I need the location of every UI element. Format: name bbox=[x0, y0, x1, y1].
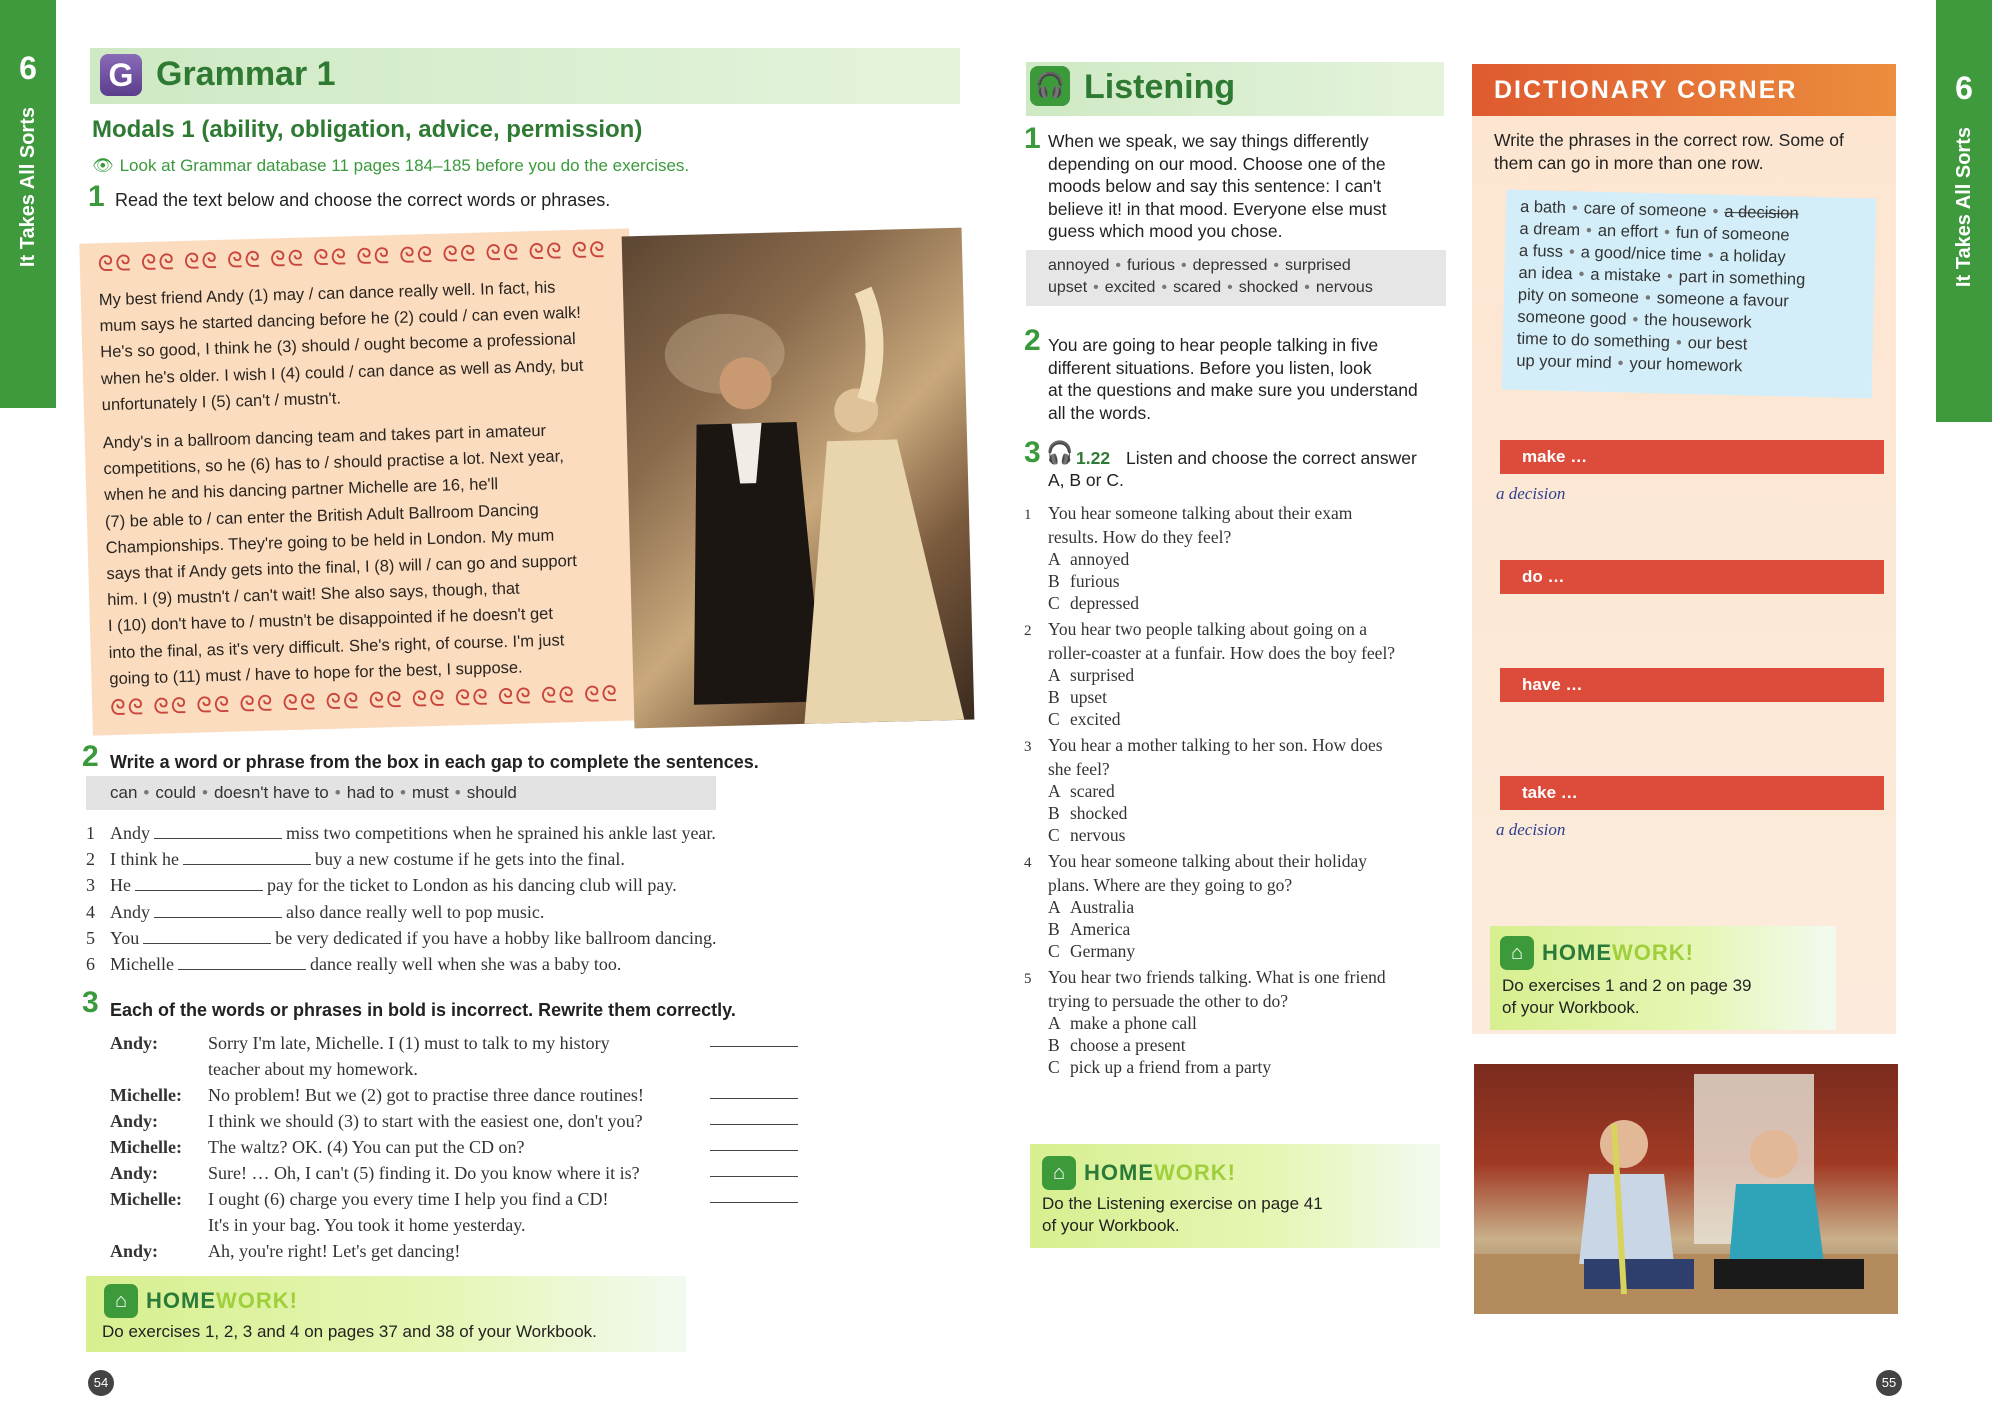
mood-word: annoyed bbox=[1048, 257, 1110, 274]
homework-title: HOMEWORK! bbox=[146, 1288, 298, 1313]
question-text: You hear a mother talking to her son. How does bbox=[1048, 735, 1383, 755]
homework-icon: ⌂ bbox=[1042, 1156, 1076, 1190]
phrase: the housework bbox=[1644, 310, 1752, 332]
reading-line: My best friend Andy (1) may / can dance really well. In fact, his bbox=[98, 278, 556, 310]
decorative-swirls-bottom: ᘓᘓ ᘓᘓ ᘓᘓ ᘓᘓ ᘓᘓ ᘓᘓ ᘓᘓ ᘓᘓ ᘓᘓ ᘓᘓ ᘓᘓ ᘓᘓ bbox=[109, 680, 620, 721]
answer-option[interactable] bbox=[1024, 780, 1444, 802]
dictionary-row-answer[interactable]: a decision bbox=[1496, 484, 1566, 503]
speaker: Andy: bbox=[110, 1033, 159, 1053]
ex2-sentence bbox=[86, 846, 806, 872]
grammar-subtitle: Modals 1 (ability, obligation, advice, permission) bbox=[92, 116, 643, 143]
phrase: an idea bbox=[1518, 263, 1573, 284]
option-letter: B bbox=[1048, 803, 1060, 823]
dictionary-phrase-list bbox=[1502, 190, 1877, 399]
reading-line: unfortunately I (5) can't / mustn't. bbox=[101, 389, 342, 415]
option-letter: B bbox=[1048, 919, 1060, 939]
phrase: our best bbox=[1687, 333, 1748, 354]
reading-line: competitions, so he (6) has to / should practise a lot. Next year, bbox=[103, 447, 565, 479]
bullet-separator: • bbox=[1644, 288, 1651, 308]
question-text: You hear two people talking about going on a bbox=[1048, 619, 1368, 639]
dictionary-row-answer[interactable]: a decision bbox=[1496, 820, 1566, 839]
page-number-right: 55 bbox=[1876, 1370, 1902, 1396]
option-letter: A bbox=[1048, 549, 1061, 569]
mood-word: depressed bbox=[1192, 257, 1268, 274]
option-text: annoyed bbox=[1070, 549, 1130, 569]
sentence-start: Michelle bbox=[110, 954, 174, 975]
question-line bbox=[1024, 966, 1444, 990]
answer-option[interactable] bbox=[1024, 896, 1444, 918]
reading-text bbox=[98, 273, 629, 692]
answer-gap[interactable] bbox=[154, 903, 282, 918]
homework-icon: ⌂ bbox=[104, 1284, 138, 1318]
option-letter: B bbox=[1048, 1035, 1060, 1055]
question-line bbox=[1024, 526, 1444, 548]
option-text: make a phone call bbox=[1070, 1013, 1197, 1033]
answer-gap[interactable] bbox=[154, 824, 282, 839]
ex2-sentence bbox=[86, 820, 806, 846]
listening-ex1-text bbox=[1048, 130, 1448, 243]
answer-option[interactable] bbox=[1024, 570, 1444, 592]
dialogue-text: I think we should (3) to start with the easiest one, don't you? bbox=[208, 1111, 643, 1131]
bullet-separator: • bbox=[1585, 221, 1593, 240]
phrase: a dream bbox=[1519, 219, 1581, 240]
dialogue-line bbox=[110, 1108, 810, 1134]
listening-ex3-number: 3 bbox=[1024, 436, 1041, 469]
ex3-dialogue bbox=[110, 1030, 810, 1264]
answer-option[interactable] bbox=[1024, 802, 1444, 824]
bullet-separator: • bbox=[1712, 202, 1719, 221]
unit-title: It Takes All Sorts bbox=[1952, 127, 1975, 288]
reading-line: Andy's in a ballroom dancing team and takes part in amateur bbox=[102, 421, 547, 453]
word-box-item: should bbox=[466, 783, 517, 802]
speaker: Michelle: bbox=[110, 1085, 182, 1105]
option-letter: C bbox=[1048, 941, 1060, 961]
listening-ex2-number: 2 bbox=[1024, 324, 1041, 357]
question-number: 3 bbox=[1024, 739, 1032, 755]
instruction-line: When we speak, we say things differently bbox=[1048, 131, 1369, 151]
mood-word: furious bbox=[1127, 257, 1176, 274]
dialogue-line bbox=[110, 1082, 810, 1108]
dialogue-text: Sorry I'm late, Michelle. I (1) must to talk to my history bbox=[208, 1033, 610, 1053]
answer-gap[interactable] bbox=[183, 850, 311, 865]
headphones-icon: 🎧 bbox=[1030, 66, 1070, 106]
question-line bbox=[1024, 734, 1444, 758]
option-text: scared bbox=[1070, 781, 1115, 801]
bullet-separator: • bbox=[1161, 279, 1168, 296]
dialogue-text: No problem! But we (2) got to practise three dance routines! bbox=[208, 1085, 644, 1105]
audio-track-number: 1.22 bbox=[1076, 448, 1111, 468]
answer-option[interactable] bbox=[1024, 548, 1444, 570]
dialogue-line bbox=[110, 1056, 810, 1082]
listening-ex3-text: Listen and choose the correct answer bbox=[1126, 448, 1417, 468]
listening-question bbox=[1024, 966, 1444, 1078]
reading-line: when he and his dancing partner Michelle are 16, he'll bbox=[104, 475, 499, 505]
mood-row-2 bbox=[1048, 277, 1446, 299]
phrase: a holiday bbox=[1719, 246, 1786, 267]
option-letter: A bbox=[1048, 1013, 1061, 1033]
mood-word: nervous bbox=[1315, 279, 1373, 296]
reading-line: mum says he started dancing before he (2) could / can even walk! bbox=[99, 304, 582, 336]
option-letter: C bbox=[1048, 709, 1060, 729]
answer-gap[interactable] bbox=[143, 929, 271, 944]
word-box-item: must bbox=[411, 783, 449, 802]
listening-question bbox=[1024, 502, 1444, 614]
homework-title: HOMEWORK! bbox=[1542, 940, 1694, 965]
listening-ex1-number: 1 bbox=[1024, 122, 1041, 155]
question-line bbox=[1024, 874, 1444, 896]
dialogue-line bbox=[110, 1160, 810, 1186]
answer-option[interactable] bbox=[1024, 664, 1444, 686]
instruction-line: all the words. bbox=[1048, 402, 1152, 423]
option-text: Germany bbox=[1070, 941, 1136, 961]
reading-line: when he's older. I wish I (4) could / can dance as well as Andy, but bbox=[100, 356, 584, 388]
bullet-separator: • bbox=[143, 783, 150, 802]
audio-headphones-icon: 🎧 bbox=[1046, 440, 1074, 465]
answer-gap[interactable] bbox=[710, 1084, 798, 1099]
grammar-badge: G bbox=[100, 54, 142, 96]
reading-text-box bbox=[79, 228, 643, 735]
listening-question bbox=[1024, 618, 1444, 730]
option-text: shocked bbox=[1070, 803, 1128, 823]
sentence-start: I think he bbox=[110, 849, 179, 870]
question-line bbox=[1024, 502, 1444, 526]
sentence-start: Andy bbox=[110, 901, 150, 922]
unit-side-tab-right bbox=[1936, 0, 1992, 422]
question-line bbox=[1024, 758, 1444, 780]
bullet-separator: • bbox=[1568, 243, 1576, 262]
homework-text-line2: of your Workbook. bbox=[1042, 1216, 1180, 1235]
sentence-start: Andy bbox=[110, 823, 150, 843]
dictionary-corner-header bbox=[1472, 64, 1896, 116]
dialogue-text: The waltz? OK. (4) You can put the CD on? bbox=[208, 1137, 525, 1157]
sentence-end: also dance really well to pop music. bbox=[286, 901, 545, 922]
dialogue-line bbox=[110, 1134, 810, 1160]
ex2-sentence bbox=[86, 925, 806, 951]
option-letter: A bbox=[1048, 897, 1061, 917]
ex1-number: 1 bbox=[88, 180, 105, 213]
answer-gap[interactable] bbox=[710, 1188, 798, 1203]
question-line bbox=[1024, 850, 1444, 874]
bullet-separator: • bbox=[1227, 279, 1233, 296]
option-text: upset bbox=[1070, 687, 1107, 707]
option-text: surprised bbox=[1070, 665, 1135, 685]
question-number: 1 bbox=[1024, 507, 1032, 523]
phrase: care of someone bbox=[1583, 199, 1707, 221]
instruction-line: different situations. Before you listen, look bbox=[1048, 357, 1372, 378]
word-box-item: can bbox=[110, 783, 138, 802]
word-box-item: had to bbox=[346, 783, 394, 802]
question-line bbox=[1024, 990, 1444, 1012]
phrase: fun of someone bbox=[1675, 223, 1790, 245]
sentence-end: pay for the ticket to London as his dancing club will pay. bbox=[267, 875, 677, 896]
listening-question bbox=[1024, 734, 1444, 846]
sentence-number: 4 bbox=[86, 901, 95, 922]
sentence-number: 5 bbox=[86, 927, 95, 948]
bullet-separator: • bbox=[202, 783, 208, 802]
dictionary-instruction-2: them can go in more than one row. bbox=[1494, 153, 1764, 173]
answer-gap[interactable] bbox=[710, 1162, 798, 1177]
homework-icon: ⌂ bbox=[1500, 936, 1534, 970]
ex2-sentence bbox=[86, 872, 806, 898]
decorative-swirls-top: ᘓᘓ ᘓᘓ ᘓᘓ ᘓᘓ ᘓᘓ ᘓᘓ ᘓᘓ ᘓᘓ ᘓᘓ ᘓᘓ ᘓᘓ ᘓᘓ bbox=[97, 237, 607, 277]
question-number: 2 bbox=[1024, 623, 1032, 639]
question-text: she feel? bbox=[1048, 759, 1110, 779]
dictionary-row-bar bbox=[1500, 560, 1884, 594]
option-text: depressed bbox=[1070, 593, 1140, 613]
dictionary-row-label: do … bbox=[1522, 567, 1565, 586]
option-letter: A bbox=[1048, 665, 1061, 685]
question-text: trying to persuade the other to do? bbox=[1048, 991, 1289, 1011]
mood-word: upset bbox=[1048, 279, 1088, 296]
question-text: You hear two friends talking. What is one friend bbox=[1048, 967, 1386, 987]
listening-ex2-text bbox=[1048, 334, 1458, 424]
phrase: your homework bbox=[1629, 354, 1743, 376]
phrase: someone good bbox=[1517, 307, 1627, 329]
dictionary-row-bar bbox=[1500, 440, 1884, 474]
bullet-separator: • bbox=[1663, 223, 1671, 242]
instruction-line: You are going to hear people talking in five bbox=[1048, 335, 1379, 355]
answer-option[interactable] bbox=[1024, 686, 1444, 708]
reading-line: Championships. They're going to be held in London. My mum bbox=[105, 526, 555, 557]
dialogue-text: It's in your bag. You took it home yesterday. bbox=[208, 1215, 526, 1235]
bullet-separator: • bbox=[1675, 333, 1682, 352]
answer-option[interactable] bbox=[1024, 1056, 1444, 1078]
answer-option[interactable] bbox=[1024, 592, 1444, 614]
question-text: results. How do they feel? bbox=[1048, 527, 1232, 547]
dialogue-text: Sure! … Oh, I can't (5) finding it. Do you know where it is? bbox=[208, 1163, 640, 1183]
option-letter: B bbox=[1048, 687, 1060, 707]
instruction-line: at the questions and make sure you understand bbox=[1048, 380, 1418, 400]
dictionary-instruction-1: Write the phrases in the correct row. Some of bbox=[1494, 130, 1844, 150]
speaker: Andy: bbox=[110, 1241, 159, 1261]
listening-title: Listening bbox=[1084, 68, 1236, 106]
answer-option[interactable] bbox=[1024, 940, 1444, 962]
dialogue-line bbox=[110, 1186, 810, 1212]
mood-word: shocked bbox=[1238, 279, 1299, 296]
sentence-start: You bbox=[110, 927, 140, 948]
word-box-item: could bbox=[155, 783, 197, 802]
phrase: an effort bbox=[1597, 221, 1659, 242]
dictionary-title: DICTIONARY CORNER bbox=[1494, 76, 1798, 104]
sentence-number: 3 bbox=[86, 875, 95, 896]
phrase: a fuss bbox=[1518, 241, 1564, 261]
dialogue-line bbox=[110, 1212, 810, 1238]
ex2-sentence bbox=[86, 899, 806, 925]
mood-word: scared bbox=[1173, 279, 1222, 296]
ex3-number: 3 bbox=[82, 986, 99, 1019]
answer-gap[interactable] bbox=[710, 1136, 798, 1151]
phrase: someone a favour bbox=[1656, 289, 1790, 311]
dialogue-line bbox=[110, 1238, 810, 1264]
ex2-word-box bbox=[86, 776, 716, 810]
bullet-separator: • bbox=[1578, 265, 1585, 284]
reading-line: I (10) don't have to / mustn't be disappointed if he doesn't get bbox=[107, 605, 554, 636]
dialogue-text: Ah, you're right! Let's get dancing! bbox=[208, 1241, 461, 1261]
answer-gap[interactable] bbox=[178, 955, 306, 970]
bullet-separator: • bbox=[1571, 199, 1578, 218]
bullet-separator: • bbox=[1304, 279, 1310, 296]
instruction-line: depending on our mood. Choose one of the bbox=[1048, 153, 1386, 174]
option-text: furious bbox=[1070, 571, 1120, 591]
phrase: up your mind bbox=[1516, 351, 1612, 373]
answer-option[interactable] bbox=[1024, 824, 1444, 846]
reading-line: him. I (9) mustn't / can't wait! She also says, though, that bbox=[106, 579, 520, 610]
phrase: part in something bbox=[1678, 267, 1806, 289]
homework-text-line1: Do exercises 1 and 2 on page 39 bbox=[1502, 976, 1752, 995]
mood-word: surprised bbox=[1284, 257, 1351, 274]
option-text: America bbox=[1070, 919, 1131, 939]
mood-row-1 bbox=[1048, 255, 1446, 277]
option-text: excited bbox=[1070, 709, 1121, 729]
ex3-instruction: Each of the words or phrases in bold is incorrect. Rewrite them correctly. bbox=[110, 1000, 736, 1020]
eye-icon: 👁 bbox=[92, 156, 114, 175]
reading-line: into the final, as it's very difficult. She's right, of course. I'm just bbox=[108, 631, 565, 662]
ex2-instruction: Write a word or phrase from the box in each gap to complete the sentences. bbox=[110, 752, 759, 772]
grammar-homework-box bbox=[86, 1276, 686, 1352]
dictionary-row-bar bbox=[1500, 668, 1884, 702]
homework-text: Do exercises 1, 2, 3 and 4 on pages 37 and 38 of your Workbook. bbox=[102, 1322, 597, 1341]
boys-illustration bbox=[1474, 1064, 1898, 1314]
option-letter: B bbox=[1048, 571, 1060, 591]
ex2-sentences bbox=[86, 820, 806, 977]
dictionary-row-label: make … bbox=[1522, 447, 1588, 466]
speaker: Andy: bbox=[110, 1111, 159, 1131]
dialogue-text: I ought (6) charge you every time I help you find a CD! bbox=[208, 1189, 609, 1209]
unit-title: It Takes All Sorts bbox=[16, 107, 39, 268]
bullet-separator: • bbox=[1115, 257, 1121, 274]
instruction-line: believe it! in that mood. Everyone else must bbox=[1048, 198, 1387, 219]
phrase: pity on someone bbox=[1517, 285, 1640, 307]
dictionary-homework-box bbox=[1490, 926, 1836, 1030]
reading-line: He's so good, I think he (3) should / ought become a professional bbox=[100, 330, 576, 362]
page-number-left: 54 bbox=[88, 1370, 114, 1396]
option-letter: C bbox=[1048, 593, 1060, 613]
sentence-number: 1 bbox=[86, 823, 95, 843]
answer-gap[interactable] bbox=[135, 876, 263, 891]
question-line bbox=[1024, 642, 1444, 664]
unit-number: 6 bbox=[1955, 70, 1973, 106]
unit-number: 6 bbox=[19, 50, 37, 86]
bullet-separator: • bbox=[1617, 354, 1624, 373]
look-at-text: Look at Grammar database 11 pages 184–185 before you do the exercises. bbox=[119, 156, 690, 175]
option-text: choose a present bbox=[1070, 1035, 1186, 1055]
bullet-separator: • bbox=[1666, 267, 1673, 286]
listening-ex3-text2: A, B or C. bbox=[1048, 470, 1124, 490]
bullet-separator: • bbox=[454, 783, 461, 802]
phrase: time to do something bbox=[1516, 329, 1671, 352]
reading-line: (7) be able to / can enter the British Adult Ballroom Dancing bbox=[104, 500, 539, 531]
dictionary-row-bar bbox=[1500, 776, 1884, 810]
sentence-end: miss two competitions when he sprained his ankle last year. bbox=[286, 823, 716, 843]
answer-option[interactable] bbox=[1024, 918, 1444, 940]
answer-option[interactable] bbox=[1024, 1034, 1444, 1056]
listening-homework-box bbox=[1030, 1144, 1440, 1248]
sentence-number: 6 bbox=[86, 954, 95, 975]
instruction-line: moods below and say this sentence: I can't bbox=[1048, 176, 1382, 196]
dancers-illustration bbox=[622, 228, 975, 729]
option-text: Australia bbox=[1070, 897, 1135, 917]
answer-option[interactable] bbox=[1024, 1012, 1444, 1034]
option-letter: C bbox=[1048, 825, 1060, 845]
ex2-number: 2 bbox=[82, 740, 99, 773]
bullet-separator: • bbox=[1632, 310, 1639, 329]
instruction-line: guess which mood you chose. bbox=[1048, 221, 1283, 241]
bullet-separator: • bbox=[334, 783, 341, 802]
speaker: Michelle: bbox=[110, 1189, 182, 1209]
speaker: Michelle: bbox=[110, 1137, 182, 1157]
phrase: a decision bbox=[1724, 202, 1799, 223]
sentence-end: be very dedicated if you have a hobby like ballroom dancing. bbox=[275, 927, 717, 948]
question-line bbox=[1024, 618, 1444, 642]
answer-gap[interactable] bbox=[710, 1110, 798, 1125]
mood-word-box bbox=[1026, 250, 1446, 306]
bullet-separator: • bbox=[1181, 257, 1187, 274]
answer-gap[interactable] bbox=[710, 1032, 798, 1047]
sentence-number: 2 bbox=[86, 849, 95, 870]
reading-line: going to (11) must / have to hope for the best, I suppose. bbox=[109, 658, 523, 688]
ex2-sentence bbox=[86, 951, 806, 977]
question-text: You hear someone talking about their holiday bbox=[1048, 851, 1367, 871]
bullet-separator: • bbox=[399, 783, 406, 802]
option-letter: A bbox=[1048, 781, 1061, 801]
homework-title: HOMEWORK! bbox=[1084, 1160, 1236, 1185]
dictionary-row-label: have … bbox=[1522, 675, 1583, 694]
dictionary-row-label: take … bbox=[1522, 783, 1578, 802]
dialogue-text: teacher about my homework. bbox=[208, 1059, 418, 1079]
question-text: plans. Where are they going to go? bbox=[1048, 875, 1293, 895]
question-text: You hear someone talking about their exam bbox=[1048, 503, 1353, 523]
grammar-look-at bbox=[92, 156, 689, 176]
word-box-item: doesn't have to bbox=[213, 783, 329, 802]
answer-option[interactable] bbox=[1024, 708, 1444, 730]
sentence-end: buy a new costume if he gets into the final. bbox=[315, 849, 625, 870]
sentence-end: dance really well when she was a baby too. bbox=[309, 954, 622, 975]
homework-text-line1: Do the Listening exercise on page 41 bbox=[1042, 1194, 1323, 1213]
phrase: a mistake bbox=[1590, 265, 1662, 286]
grammar-title: Grammar 1 bbox=[156, 55, 336, 93]
question-text: roller-coaster at a funfair. How does the boy feel? bbox=[1048, 643, 1396, 663]
phrase: a bath bbox=[1519, 197, 1567, 217]
unit-side-tab-left bbox=[0, 0, 56, 408]
bullet-separator: • bbox=[1273, 257, 1279, 274]
reading-line: says that if Andy gets into the final, I (8) will / can go and support bbox=[106, 552, 578, 584]
option-text: pick up a friend from a party bbox=[1070, 1057, 1272, 1077]
phrase: a good/nice time bbox=[1580, 243, 1703, 265]
homework-text-line2: of your Workbook. bbox=[1502, 998, 1640, 1017]
bullet-separator: • bbox=[1093, 279, 1099, 296]
listening-questions bbox=[1024, 502, 1444, 1082]
listening-question bbox=[1024, 850, 1444, 962]
question-number: 5 bbox=[1024, 971, 1032, 987]
ballroom-dancing-photo bbox=[622, 228, 975, 729]
option-letter: C bbox=[1048, 1057, 1060, 1077]
bullet-separator: • bbox=[1707, 246, 1714, 265]
option-text: nervous bbox=[1070, 825, 1126, 845]
question-number: 4 bbox=[1024, 855, 1032, 871]
speaker: Andy: bbox=[110, 1163, 159, 1183]
two-boys-photo bbox=[1474, 1064, 1898, 1314]
ex1-instruction: Read the text below and choose the correct words or phrases. bbox=[115, 190, 611, 210]
dialogue-line bbox=[110, 1030, 810, 1056]
mood-word: excited bbox=[1104, 279, 1156, 296]
sentence-start: He bbox=[110, 875, 131, 896]
